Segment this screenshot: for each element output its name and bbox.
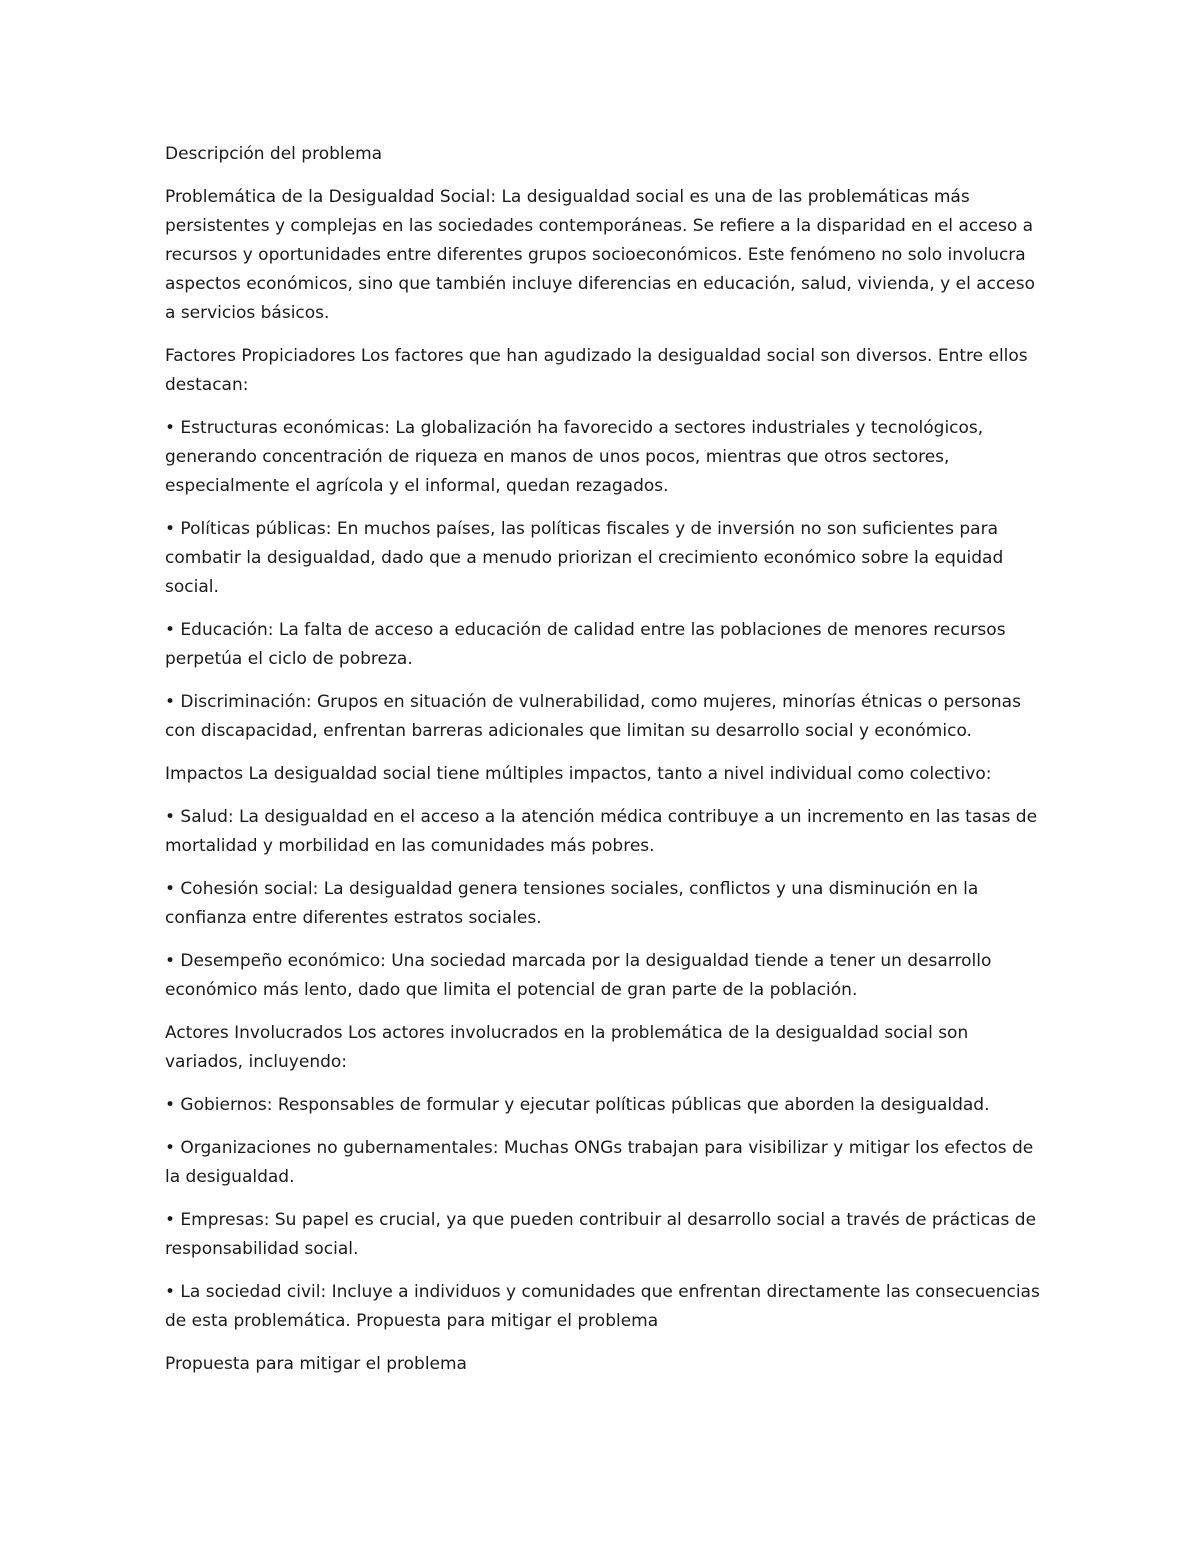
bullet-ngos: • Organizaciones no gubernamentales: Muchas ONGs trabajan para visibilizar y mitigar los efectos de la desigualdad. — [165, 1138, 1034, 1187]
bullet-social-cohesion: • Cohesión social: La desigualdad genera tensiones sociales, conflictos y una disminución en la confianza entre diferentes estratos sociales. — [165, 879, 979, 928]
paragraph-factors-intro: Factores Propiciadores Los factores que han agudizado la desigualdad social son diversos. Entre ellos destacan: — [165, 346, 1028, 395]
document-body — [165, 140, 1045, 1393]
bullet-discrimination: • Discriminación: Grupos en situación de vulnerabilidad, como mujeres, minorías étnicas o personas con discapacidad, enfrentan barreras adicionales que limitan su desarrollo social y económico. — [165, 692, 1021, 741]
bullet-economic-performance: • Desempeño económico: Una sociedad marcada por la desigualdad tiende a tener un desarrollo económico más lento, dado que limita el potencial de gran parte de la población. — [165, 951, 992, 1000]
paragraph-actors-intro: Actores Involucrados Los actores involucrados en la problemática de la desigualdad social son variados, incluyendo: — [165, 1023, 969, 1072]
bullet-civil-society: • La sociedad civil: Incluye a individuos y comunidades que enfrentan directamente las consecuencias de esta problemática. Propuesta para mitigar el problema — [165, 1282, 1040, 1331]
bullet-education: • Educación: La falta de acceso a educación de calidad entre las poblaciones de menores recursos perpetúa el ciclo de pobreza. — [165, 620, 1006, 669]
paragraph-problem-definition: Problemática de la Desigualdad Social: La desigualdad social es una de las problemáticas más persistentes y complejas en las sociedades contemporáneas. Se refiere a la disparidad en el acceso a recursos y oportunidades entre diferentes grupos socioeconómicos. Este fenómeno no solo involucra aspectos económicos, sino que también incluye diferencias en educación, salud, vivienda, y el acceso a servicios básicos. — [165, 187, 1036, 323]
bullet-companies: • Empresas: Su papel es crucial, ya que pueden contribuir al desarrollo social a través de prácticas de responsabilidad social. — [165, 1210, 1037, 1259]
section-heading-proposal: Propuesta para mitigar el problema — [165, 1354, 467, 1374]
paragraph-impacts-intro: Impactos La desigualdad social tiene múltiples impactos, tanto a nivel individual como colectivo: — [165, 764, 992, 784]
bullet-economic-structures: • Estructuras económicas: La globalización ha favorecido a sectores industriales y tecnológicos, generando concentración de riqueza en manos de unos pocos, mientras que otros sectores, especialmente el agrícola y el informal, quedan rezagados. — [165, 418, 984, 496]
section-heading-description: Descripción del problema — [165, 144, 383, 164]
bullet-governments: • Gobiernos: Responsables de formular y ejecutar políticas públicas que aborden la desigualdad. — [165, 1095, 990, 1115]
bullet-public-policies: • Políticas públicas: En muchos países, las políticas fiscales y de inversión no son suficientes para combatir la desigualdad, dado que a menudo priorizan el crecimiento económico sobre la equidad social. — [165, 519, 1004, 597]
bullet-health: • Salud: La desigualdad en el acceso a la atención médica contribuye a un incremento en las tasas de mortalidad y morbilidad en las comunidades más pobres. — [165, 807, 1038, 856]
